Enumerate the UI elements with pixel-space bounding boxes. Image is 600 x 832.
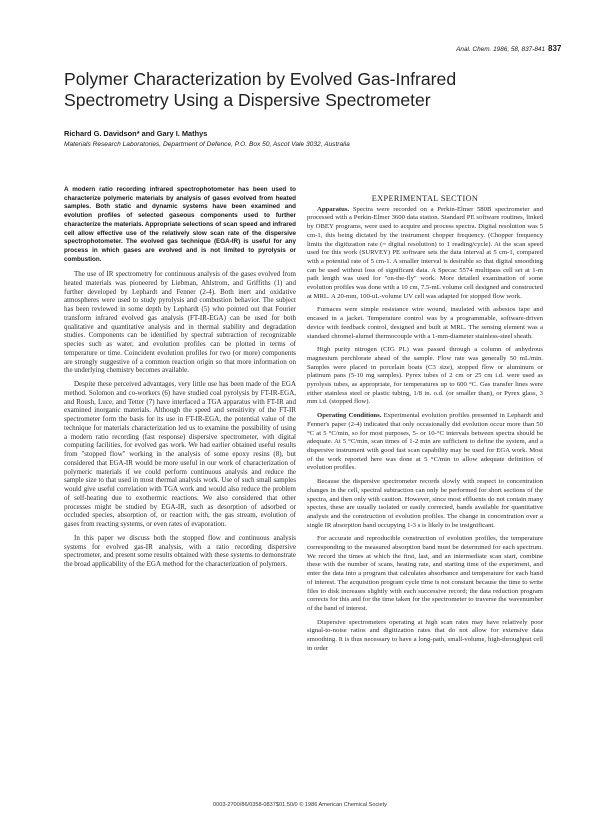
experimental-column — [307, 195, 543, 658]
paragraph-text: Furnaces were simple resistance wire wound, insulated with asbestos tape and encased in a jacket. Temperature control was by a programmable, software-driven device with feedback control, designed and built at MRL. The sensing element was a standard chromel-alumel thermocouple with a 1-mm-diameter stainless-steel sheath. — [307, 306, 543, 340]
exp-paragraph — [307, 478, 543, 530]
paragraph-text: Dispersive spectrometers operating at high scan rates may have relatively poor signal-to-noise ratios and digitization rates that do not allow for extensive data smoothing. It is thus necessary to have a long-path, small-volume, high-throughput cell in order — [307, 618, 543, 652]
exp-paragraph — [307, 306, 543, 341]
intro-paragraph: Despite these perceived advantages, very little use has been made of the EGA method. Solomon and co-workers (6) have studied coal pyrolysis by FT-IR-EGA, and Roush, Luce, and Tetter (7) have interfaced a TGA apparatus with FT-IR and examined inorganic materials. Although the speed and sensitivity of the FT-IR spectrometer form the basis for its use in FT-IR-EGA, the potential value of the technique for materials characterization led us to examine the possibility of using a modern ratio recording (fast response) dispersive spectrometer, with digital computing facilities, for evolved gas work. We had earlier obtained useful results from "stopped flow" working in the analysis of some epoxy resins (8), but considered that EGA-IR would be more useful in our work of characterization of polymeric materials if we could perform continuous analysis and reduce the sample size to that used in most thermal analysis work. Use of such small samples would give useful correlation with TGA work and would also reduce the problem of self-heating due to exothermic reactions. We also considered that other processes might be studied by EGA-IR, such as desorption of adsorbed or occluded species, absorption of, or reaction with, the gas stream, evolution of gases from reacting systems, or even rates of evaporation. — [64, 380, 296, 528]
exp-paragraph — [307, 206, 543, 302]
paragraph-text: For accurate and reproducible construction of evolution profiles, the temperature corresponding to the measured absorption band must be determined for each spectrum. We record the times at which the first, last, and an intermediate scan start, combine these with the number of scans, heating rate, and starting time of the experiment, and enter the data into a program that calculates absorbance and temperature for each band of interest. The acquisition program cycle time is not constant because the time to write files to disk increases slightly with each successive record; the data reduction program corrects for this and for the time taken for the spectrometer to traverse the wavenumber of the band of interest. — [307, 535, 543, 612]
intro-paragraph: The use of IR spectrometry for continuous analysis of the gases evolved from heated materials was pioneered by Liebman, Ahlstrom, and Griffiths (1) and further developed by Lephardt and Fenner (2-4). Both inert and oxidative atmospheres were used to study pyrolysis and combustion behavior. The subject has been reviewed in some depth by Lephardt (5) who pointed out that Fourier transform infrared evolved gas analysis (FT-IR-EGA) can be used for both qualitative and quantitative analysis and in thermal stability and degradation studies. Components can be identified by spectral subtraction of recognizable species such as water, and evolution profiles can be plotted in terms of temperature or time. Coincident evolution profiles for two (or more) components are strongly suggestive of a common reaction origin so that more information on the underlying chemistry becomes available. — [64, 270, 296, 375]
title-line: Spectrometry Using a Dispersive Spectrometer — [64, 89, 431, 110]
paper-title — [64, 69, 544, 110]
paragraph-text: High purity nitrogen (CIG PL) was passed through a column of anhydrous magnesium perchlorate ahead of the sample. Flow rate was generally 50 mL/min. Samples were placed in porcelain boats (C3 size), stopped flow or aluminum or platinum pans (5-10 mg samples). Pyrex tubes of 2 cm or 25 cm i.d. were used as pyrolysis tubes, as appropriate, for temperatures up to 600 °C. Gas transfer lines were either stainless steel or plastic tubing, 1/8 in. o.d. (or smaller than), or Pyrex glass, 3 mm i.d. (stopped flow). — [307, 346, 543, 406]
runin-heading: Operating Conditions. — [317, 412, 382, 420]
exp-paragraph — [307, 535, 543, 613]
journal-citation: Anal. Chem. 1986, 58, 837-841 — [456, 46, 545, 53]
abstract: A modern ratio recording infrared spectrophotometer has been used to characterize polymeric materials by analysis of gases evolved from heated samples. Both static and dynamic systems have been examined and evolution profiles of selected gaseous components used to further characterize the materials. Appropriate selections of scan speed and infrared cell allow effective use of the relatively slow scan rate of the dispersive spectrophotometer. The evolved gas technique (EGA-IR) is useful for any process in which gases are evolved and is not limited to pyrolysis or combustion. — [64, 186, 296, 263]
page-number: 837 — [548, 44, 562, 53]
exp-paragraph — [307, 346, 543, 407]
intro-paragraph: In this paper we discuss both the stopped flow and continuous analysis systems for evolved gas-IR analysis, with a ratio recording dispersive spectrometer, and present some results obtained with these systems to demonstrate the broad applicability of the EGA method for the characterization of polymers. — [64, 533, 296, 568]
copyright-footer: 0003-2700/86/0358-0837$01.50/0 © 1986 American Chemical Society — [213, 802, 387, 808]
paragraph-text: Because the dispersive spectrometer records slowly with respect to concentration changes in the cell, spectral subtraction can only be performed for short sections of the spectra, and then only with caution. However, since most effluents do not contain many species, these are usually isolated or easily corrected, bands available for quantitative analysis and the construction of evolution profiles. The change in concentration over a single IR absorption band occupying 1-3 s is likely to be insignificant. — [307, 478, 543, 529]
section-heading: EXPERIMENTAL SECTION — [371, 194, 479, 203]
paragraph-text: Experimental evolution profiles presented in Lephardt and Fenner's paper (2-4) indicated that only occasionally did evolution occur more than 50 °C at 5 °C/min, so for most purposes, 5- or 10-°C intervals between spectra should be adequate. At 5 °C/min, scan times of 1-2 min are sufficient to define the system, and a dispersive instrument with good fast scan capability may be used for EGA work. Most of the work reported here was done at 5 °C/min to allow adequate definition of evolution profiles. — [307, 412, 543, 472]
exp-paragraph — [307, 412, 543, 473]
paragraph-text: Spectra were recorded on a Perkin-Elmer 580B spectrometer and processed with a Perkin-Elmer 3600 data station. Standard PE software routines, linked by OBEY programs, were used to acquire and process spectra. Digital resolution was 5 cm-1, this being dictated by the instrument chopper frequency. (Chopper frequency limits the digitization rate (= digital resolution) to 1 reading/cycle). At the scan speed used for this work (SURVEY) PE software sets the data interval at 5 cm-1, compared with a potential rate of 5 cm-1. A smaller interval is desirable so that digital smoothing can be used without loss of significant data. A Specac 5574 multipass cell set at 1-m path length was used for "on-the-fly" work. More detailed examination of some evolution profiles was done with a 10 cm, 7.5-mL volume cell designed and constructed at MRL. A 20-mm, 100-uL-volume UV cell was adapted for stopped flow work. — [307, 205, 543, 300]
exp-paragraph — [307, 619, 543, 654]
authors: Richard G. Davidson* and Gary I. Mathys — [64, 129, 208, 138]
title-line: Polymer Characterization by Evolved Gas-Infrared — [64, 69, 457, 89]
runin-heading: Apparatus. — [317, 205, 350, 213]
affiliation: Materials Research Laboratories, Department of Defence, P.O. Box 50, Ascot Vale 3032, Australia — [64, 141, 350, 148]
introduction-column — [64, 270, 296, 574]
